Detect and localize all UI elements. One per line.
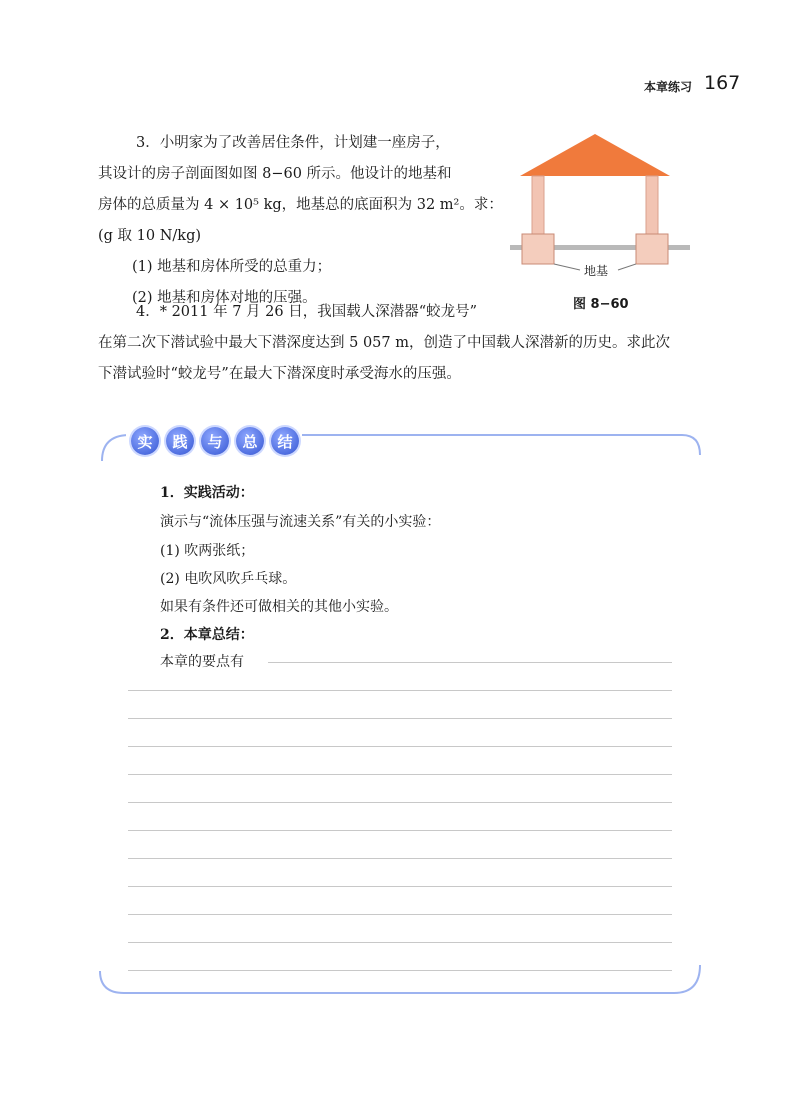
problem-4-line-3: 下潜试验时“蛟龙号”在最大下潜深度时承受海水的压强。 [98,366,461,382]
problem-3-question-2: (2) 地基和房体对地的压强。 [132,290,317,306]
running-header-title: 本章练习 [644,80,693,94]
section-title-char-1: 实 [131,427,159,455]
chapter-summary-heading: 2．本章总结： [160,627,254,643]
writing-line[interactable] [128,718,672,719]
practice-activity-heading: 1．实践活动： [160,485,254,501]
roof-shape [520,134,670,176]
problem-3-question-1: (1) 地基和房体所受的总重力； [132,259,332,275]
writing-line[interactable] [128,914,672,915]
writing-line[interactable] [128,774,672,775]
practice-activity-item-2: (2) 电吹风吹乒乓球。 [160,571,297,587]
house-cross-section-figure [510,128,700,278]
foundation-label: 地基 [584,264,609,278]
label-leader-left [554,264,580,270]
problem-3-line-3: 房体的总质量为 4 × 10⁵ kg，地基总的底面积为 32 m²。求： [98,197,503,213]
section-title-char-2: 践 [166,427,194,455]
writing-line[interactable] [128,858,672,859]
problem-4-line-2: 在第二次下潜试验中最大下潜深度达到 5 057 m，创造了中国载人深潜新的历史。求此次 [98,335,670,351]
practice-activity-item-1: (1) 吹两张纸； [160,543,255,559]
practice-activity-description: 演示与“流体压强与流速关系”有关的小实验： [160,514,441,530]
problem-3-line-2: 其设计的房子剖面图如图 8−60 所示。他设计的地基和 [98,166,452,182]
writing-line[interactable] [128,802,672,803]
problem-4-line-1: 4．* 2011 年 7 月 26 日，我国载人深潜器“蛟龙号” [136,304,478,320]
section-title-char-4: 总 [236,427,264,455]
writing-line[interactable] [128,830,672,831]
section-title-char-5: 结 [271,427,299,455]
writing-line[interactable] [128,690,672,691]
problem-3-line-4: (g 取 10 N/kg) [98,228,202,244]
right-foundation [636,234,668,264]
label-leader-right [618,264,636,270]
problem-3-line-1: 3．小明家为了改善居住条件，计划建一座房子， [136,135,450,151]
writing-line[interactable] [128,746,672,747]
section-title-char-3: 与 [201,427,229,455]
writing-line[interactable] [128,970,672,971]
figure-caption: 图 8−60 [573,297,629,312]
writing-line[interactable] [128,942,672,943]
writing-line[interactable] [128,886,672,887]
practice-activity-note: 如果有条件还可做相关的其他小实验。 [160,599,398,615]
writing-line[interactable] [268,662,672,663]
left-foundation [522,234,554,264]
chapter-summary-prompt: 本章的要点有 [160,654,244,670]
page-number: 167 [704,72,741,94]
